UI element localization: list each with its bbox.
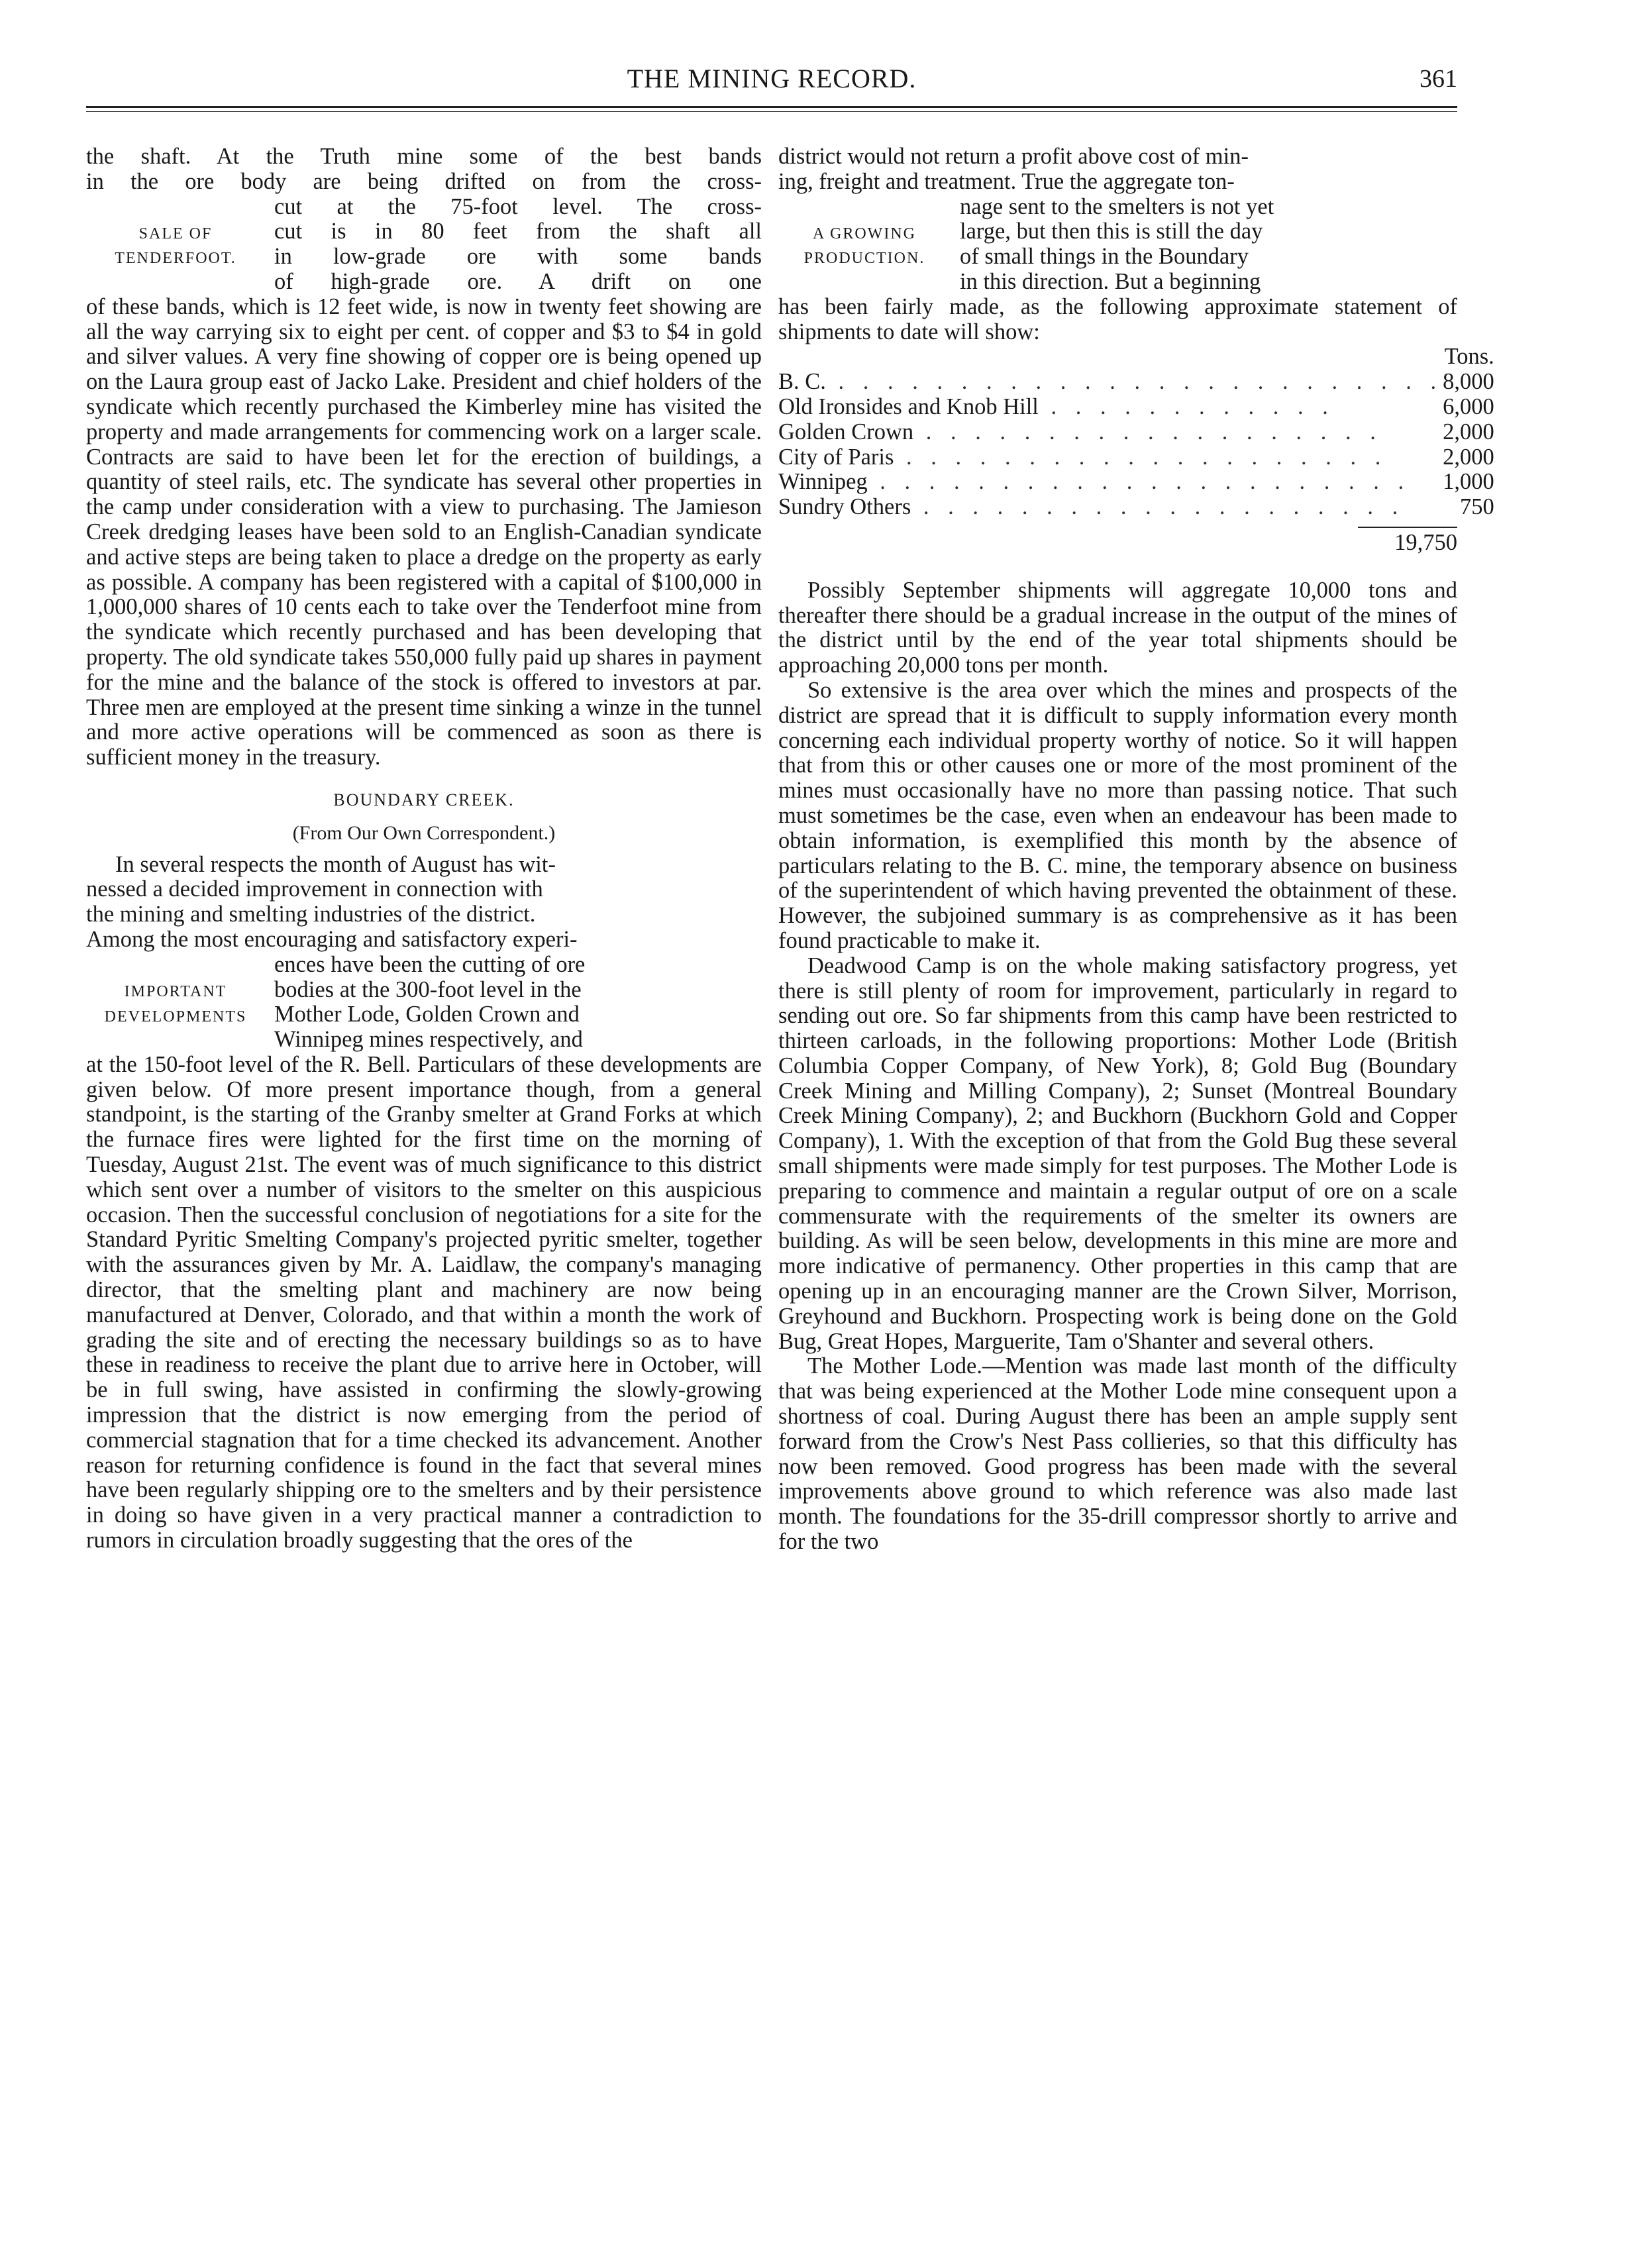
text-line: the shaft. At the Truth mine some of the best bands xyxy=(86,144,762,169)
sidenote-line: PRODUCTION. xyxy=(803,250,925,268)
shipment-name: Old Ironsides and Knob Hill xyxy=(778,394,1039,419)
table-row xyxy=(778,445,1494,470)
paragraph-text: at the 150-foot level of the R. Bell. Particulars of these developments are given below. Of more present importance though, from a general standpoint, is the starting of the Granby smelter at Grand Forks at which the furnace fires were lighted for the first time on the morning of Tuesday, August 21st. The event was of much significance to this district which sent over a number of visitors to the smelter on this auspicious occasion. Then the successful conclusion of negotiations for a site for the Standard Pyritic Smelting Company's projected pyritic smelter, together with the assurances given by Mr. A. Laidlaw, the company's managing director, that the smelting plant and machinery are now being manufactured at Denver, Colorado, and that within a month the work of grading the site and of erecting the necessary buildings so as to have these in readiness to receive the plant due to arrive here in October, will be in full swing, have assisted in confirming the slowly-growing impression that the district is now emerging from the period of commercial stagnation that for a time checked its advancement. Another reason for returning confidence is found in the fact that several mines have been regularly shipping ore to the smelters and by their persistence in doing so have given in a very practical manner a contradiction to rumors in circulation broadly suggesting that the ores of the xyxy=(86,1051,762,1553)
paragraph-text: has been fairly made, as the following approximate statement of shipments to date will show: xyxy=(778,293,1457,344)
left-column xyxy=(86,144,762,1553)
text-line: of high-grade ore. A drift on one xyxy=(274,268,762,294)
text-line: in this direction. But a beginning xyxy=(960,268,1261,294)
shipment-name-cell: Golden Crown . . . . . . . . . . . . . . . . . . . xyxy=(778,419,1382,444)
sidenote-line: IMPORTANT xyxy=(124,982,227,1000)
section-heading-boundary-creek: BOUNDARY CREEK. xyxy=(333,790,515,809)
text-line: ences have been the cutting of ore xyxy=(274,952,586,977)
text-line: district would not return a profit above cost of min- xyxy=(778,144,1249,169)
total-rule xyxy=(1358,527,1457,528)
page-number: 361 xyxy=(1420,65,1457,93)
paragraph-district-profit xyxy=(778,144,1457,344)
table-row xyxy=(778,495,1494,520)
shipment-name: Winnipeg xyxy=(778,470,868,495)
text-line: in the ore body are being drifted on from the cross- xyxy=(86,168,762,194)
text-line: cut is in 80 feet from the shaft all xyxy=(274,219,762,244)
paragraph-deadwood-camp: Deadwood Camp is on the whole making satisfactory progress, yet there is still plenty of room for improvement, particularly in regard to sending out ore. So far shipments from this camp have been restricted to thirteen carloads, in the following proportions: Mother Lode (British Columbia Copper Company, of New York), 8; Gold Bug (Boundary Creek Mining and Milling Company), 2; Sunset (Montreal Boundary Creek Mining Company), 2; and Buckhorn (Buckhorn Gold and Copper Company), 1. With the exception of that from the Gold Bug these several small shipments were made simply for test purposes. The Mother Lode is preparing to commence and maintain a regular output of ore on a scale commensurate with the requirements of the smelter its owners are building. As will be seen below, developments in this mine are more and more indicative of permanency. Other properties in this camp that are opening up in an encouraging manner are the Crown Silver, Morrison, Greyhound and Buckhorn. Prospecting work is being done on the Gold Bug, Great Hopes, Marguerite, Tam o'Shanter and several others. xyxy=(778,953,1457,1354)
shipment-name: Sundry Others xyxy=(778,495,911,520)
sidenote-line: DEVELOPMENTS xyxy=(104,1008,247,1025)
shipment-tons: 6,000 xyxy=(1443,393,1494,419)
shipment-tons: 1,000 xyxy=(1443,469,1494,495)
text-line: Winnipeg mines respectively, and xyxy=(274,1027,583,1053)
shipment-tons: 2,000 xyxy=(1443,419,1494,444)
paragraph-truth-mine xyxy=(86,144,762,770)
shipments-total: 19,750 xyxy=(1394,529,1457,555)
shipment-tons: 750 xyxy=(1460,494,1494,520)
header-rule xyxy=(86,106,1457,108)
shipment-tons: 8,000 xyxy=(1443,369,1494,395)
table-row xyxy=(778,370,1494,395)
header-rule-thin xyxy=(86,111,1457,112)
sidenote-line: SALE OF xyxy=(138,225,213,242)
shipments-table xyxy=(778,344,1494,520)
text-line: nessed a decided improvement in connection with xyxy=(86,876,543,902)
table-header-row xyxy=(778,344,1494,370)
text-line: In several respects the month of August has wit- xyxy=(115,851,556,877)
text-line: large, but then this is still the day xyxy=(960,219,1263,244)
text-line: bodies at the 300-foot level in the xyxy=(274,976,582,1002)
sidenote-sale-of-tenderfoot xyxy=(86,222,265,272)
sidenote-adjacent-text xyxy=(274,195,762,295)
shipment-name: City of Paris xyxy=(778,444,894,470)
paragraph-mother-lode: The Mother Lode.—Mention was made last month of the difficulty that was being experienced at the Mother Lode mine consequent upon a shortness of coal. During August there has been an ample supply sent forward from the Crow's Nest Pass collieries, so that this difficulty has now been removed. Good progress has been made with the several improvements above ground to which reference was also made last month. The foundations for the 35-drill compressor shortly to arrive and for the two xyxy=(778,1353,1457,1555)
shipment-tons: 2,000 xyxy=(1443,444,1494,470)
sidenote-a-growing-production xyxy=(778,222,951,272)
text-line: nage sent to the smelters is not yet xyxy=(960,194,1274,219)
journal-title: THE MINING RECORD. xyxy=(627,64,917,93)
shipment-name-cell: Sundry Others . . . . . . . . . . . . . . . . . . . . xyxy=(778,495,1405,520)
sidenote-adjacent-text xyxy=(960,195,1457,295)
shipment-name-cell: Winnipeg . . . . . . . . . . . . . . . . . . . . . . xyxy=(778,470,1411,495)
unit-label: Tons. xyxy=(1444,344,1494,370)
shipment-name-cell: Old Ironsides and Knob Hill . . . . . . . . . . . . xyxy=(778,394,1335,419)
text-line: cut at the 75-foot level. The cross- xyxy=(274,194,762,219)
table-row xyxy=(778,420,1494,445)
shipment-name: Golden Crown xyxy=(778,419,914,444)
text-line: of small things in the Boundary xyxy=(960,244,1249,270)
sidenote-important-developments xyxy=(86,980,265,1030)
shipment-name-cell: City of Paris . . . . . . . . . . . . . . . . . . . . xyxy=(778,444,1388,470)
text-line: Mother Lode, Golden Crown and xyxy=(274,1002,580,1027)
paragraph-text: of these bands, which is 12 feet wide, is now in twenty feet showing are all the way carrying six to eight per cent. of copper and $3 to $4 in gold and silver values. A very fine showing of copper ore is being opened up on the Laura group east of Jacko Lake. President and chief holders of the syndicate which recently purchased the Kimberley mine has visited the property and made arrangements for commencing work on a larger scale. Contracts are said to have been let for the erection of buildings, a quantity of steel rails, etc. The syndicate has several other properties in the camp under consideration with a view to purchasing. The Jamieson Creek dredging leases have been sold to an English-Canadian syndicate and active steps are being taken to place a dredge on the property as early as possible. A company has been registered with a capital of $100,000 in 1,000,000 shares of 10 cents each to take over the Tenderfoot mine from the syndicate which recently purchased and has been developing that property. The old syndicate takes 550,000 fully paid up shares in payment for the mine and the balance of the stock is offered to investors at par. Three men are employed at the present time sinking a winze in the tunnel and more active operations will be commenced as soon as there is sufficient money in the treasury. xyxy=(86,293,762,770)
byline: (From Our Own Correspondent.) xyxy=(292,821,556,844)
table-header-spacer xyxy=(778,344,1443,370)
sidenote-line: TENDERFOOT. xyxy=(115,250,236,268)
text-line: the mining and smelting industries of the district. xyxy=(86,902,536,927)
text-line: Among the most encouraging and satisfactory experi- xyxy=(86,926,578,952)
text-line: in low-grade ore with some bands xyxy=(274,244,762,270)
shipment-name-cell: B. C. . . . . . . . . . . . . . . . . . . . . . . . . . xyxy=(778,370,1443,395)
paragraph-september-shipments: Possibly September shipments will aggregate 10,000 tons and thereafter there should be a gradual increase in the output of the mines of the district until by the end of the year total shipments should be approaching 20,000 tons per month. xyxy=(778,577,1457,678)
right-column xyxy=(778,144,1494,1555)
paragraph-boundary-creek xyxy=(86,853,762,1553)
table-row xyxy=(778,395,1494,420)
sidenote-line: A GROWING xyxy=(813,225,916,242)
text-line: ing, freight and treatment. True the aggregate ton- xyxy=(778,168,1235,194)
page-header xyxy=(86,63,1457,103)
table-row xyxy=(778,470,1494,495)
sidenote-adjacent-text xyxy=(274,953,762,1053)
paragraph-extensive-area: So extensive is the area over which the mines and prospects of the district are spread that it is difficult to supply information every month concerning each individual property worthy of notice. So it will happen that from this or other causes one or more of the most prominent of the mines must occasionally have no more than passing notice. That such must sometimes be the case, even when an endeavour has been made to obtain information, is exemplified this month by the absence of particulars relating to the B. C. mine, the temporary absence on business of the superintendent of which having prevented the obtainment of these. However, the subjoined summary is as comprehensive as it has been found practicable to make it. xyxy=(778,677,1457,953)
shipment-name: B. C. xyxy=(778,370,826,395)
